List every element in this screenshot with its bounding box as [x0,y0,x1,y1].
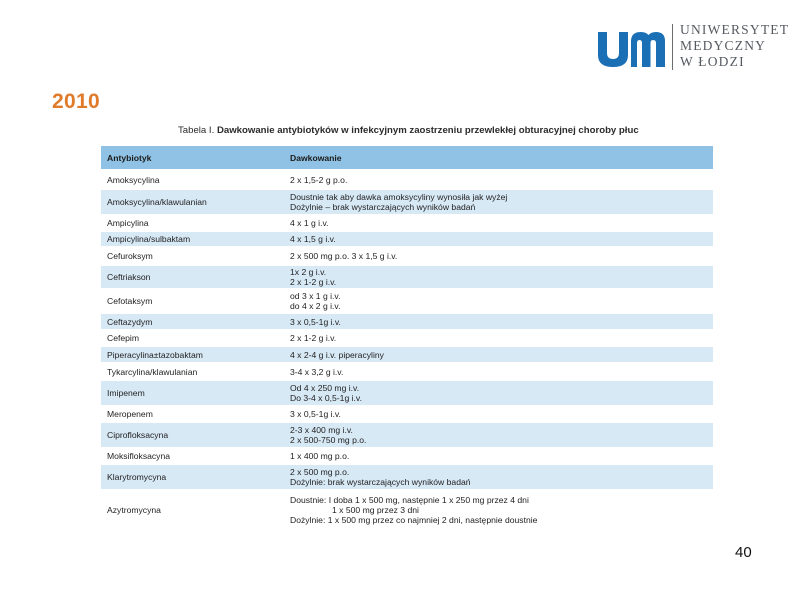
dosage-line: do 4 x 2 g i.v. [290,301,341,311]
drug-name: Amoksycylina/klawulanian [101,189,284,215]
dosage-cell [284,464,713,490]
dosage-line: 2 x 500 mg p.o. [290,467,350,477]
table-header-row [101,146,713,170]
university-name-line-2: MEDYCZNY [680,38,767,53]
dosage-cell [284,363,713,380]
table-row [101,189,713,215]
table-caption-label: Tabela I. [178,125,215,136]
dosage-cell [284,330,713,346]
dosage-line: 2 x 1,5-2 g p.o. [290,174,348,185]
table-row [101,363,713,380]
page-number: 40 [735,544,752,561]
dosage-cell [284,189,713,215]
dosage-cell [284,247,713,265]
logo-divider [672,24,673,70]
table-row [101,330,713,346]
university-logo [596,20,790,72]
table-row [101,464,713,490]
dosage-cell [284,346,713,363]
table-row [101,448,713,464]
dosage-cell [284,215,713,231]
drug-name: Ciprofloksacyna [101,422,284,448]
dosage-line: 3 x 0,5-1g i.v. [290,316,341,327]
table-row [101,289,713,313]
table-row [101,231,713,247]
dosage-line: 2 x 500-750 mg p.o. [290,435,367,445]
slide-title-year: 2010 [52,90,100,113]
table-row [101,422,713,448]
dosage-cell [284,313,713,330]
dosage-line: od 3 x 1 g i.v. [290,291,341,301]
dosage-line: 4 x 1,5 g i.v. [290,234,336,244]
dosage-line: Dożylnie – brak wystarczających wyników badań [290,202,476,212]
drug-name: Cefuroksym [101,247,284,265]
table-row [101,170,713,189]
header-dosage: Dawkowanie [284,146,713,170]
dosage-line: 2 x 1-2 g i.v. [290,277,337,287]
dosage-line: 3-4 x 3,2 g i.v. [290,366,344,377]
dosage-cell [284,422,713,448]
university-name-line-3: W ŁODZI [680,54,745,69]
dosage-line: Doustnie tak aby dawka amoksycyliny wynosiła jak wyżej [290,192,508,202]
dosage-line: 1x 2 g i.v. [290,267,327,277]
dosage-cell [284,406,713,422]
drug-name: Cefepim [101,330,284,346]
dosage-cell [284,380,713,406]
dosage-line: 2-3 x 400 mg i.v. [290,425,353,435]
table-row [101,313,713,330]
drug-name: Amoksycylina [101,170,284,189]
dosage-cell [284,448,713,464]
dosage-line: Doustnie: I doba 1 x 500 mg, następnie 1 x 250 mg przez 4 dni [290,495,529,505]
dosage-line: 4 x 1 g i.v. [290,218,329,228]
header-antibiotic: Antybiotyk [101,146,284,170]
dosage-cell [284,170,713,189]
table-row [101,247,713,265]
dosage-line: Dożylnie: 1 x 500 mg przez co najmniej 2 dni, następnie doustnie [290,515,538,525]
drug-name: Tykarcylina/klawulanian [101,363,284,380]
drug-name: Ceftazydym [101,313,284,330]
drug-name: Azytromycyna [101,490,284,530]
table-row [101,406,713,422]
table-row [101,215,713,231]
dosage-line: 1 x 400 mg p.o. [290,451,350,461]
dosage-line: 2 x 1-2 g i.v. [290,333,337,343]
dosage-line: Do 3-4 x 0,5-1g i.v. [290,393,362,403]
dosage-line: 3 x 0,5-1g i.v. [290,409,341,419]
drug-name: Moksifloksacyna [101,448,284,464]
dosage-line: 1 x 500 mg przez 3 dni [332,505,419,515]
antibiotic-dosage-table [101,146,713,531]
drug-name: Meropenem [101,406,284,422]
university-name-line-1: UNIWERSYTET [680,22,790,37]
drug-name: Ampicylina [101,215,284,231]
drug-name: Klarytromycyna [101,464,284,490]
dosage-cell [284,231,713,247]
table-row [101,265,713,289]
table-row [101,346,713,363]
table-caption-text: Dawkowanie antybiotyków w infekcyjnym zaostrzeniu przewlekłej obturacyjnej choroby płuc [216,125,639,136]
dosage-line: Od 4 x 250 mg i.v. [290,383,360,393]
dosage-cell [284,490,713,530]
university-name [680,22,789,70]
drug-name: Cefotaksym [101,289,284,313]
drug-name: Imipenem [101,380,284,406]
drug-name: Piperacylina±tazobaktam [101,346,284,363]
dosage-cell [284,265,713,289]
table-row [101,380,713,406]
drug-name: Ceftriakson [101,265,284,289]
dosage-line: Dożylnie: brak wystarczających wyników badań [290,477,471,487]
dosage-line: 4 x 2-4 g i.v. piperacyliny [290,349,384,360]
table-caption [178,125,639,136]
table-row [101,490,713,530]
dosage-line: 2 x 500 mg p.o. 3 x 1,5 g i.v. [290,251,398,261]
dosage-cell [284,289,713,313]
um-logo-mark-icon [596,28,666,68]
drug-name: Ampicylina/sulbaktam [101,231,284,247]
